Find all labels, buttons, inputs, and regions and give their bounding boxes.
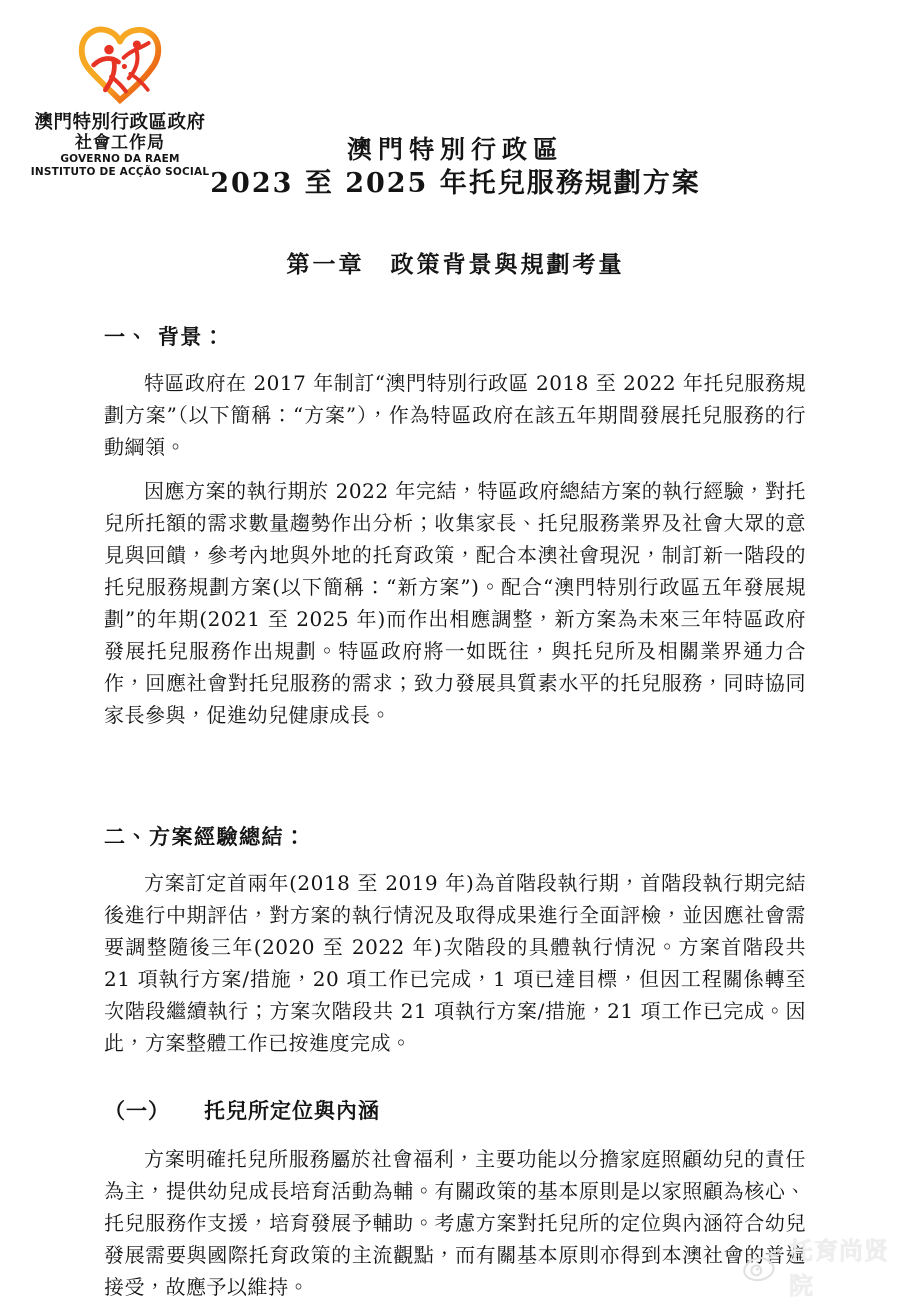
document-title-line1: 澳門特別行政區 [346, 135, 564, 164]
section-2-heading: 二、方案經驗總結： [104, 824, 307, 849]
agency-name-portuguese-line1: GOVERNO DA RAEM [60, 153, 180, 165]
subsection-1-paragraph-1: 方案明確托兒所服務屬於社會福利，主要功能以分擔家庭照顧幼兒的責任為主，提供幼兒成長培育活動為輔。有關政策的基本原則是以家照顧為核心、托兒服務作支援，培育發展予輔助。考慮方案對托兒所的定位與內涵符合幼兒發展需要與國際托育政策的主流觀點，而有關基本原則亦得到本澳社會的普遍接受，故應予以維持。 [104, 1147, 806, 1299]
agency-name-portuguese-line2: INSTITUTO DE ACÇÃO SOCIAL [30, 165, 210, 178]
subsection-1-number: （一） [104, 1098, 170, 1123]
section-2-paragraph-1: 方案訂定首兩年(2018 至 2019 年)為首階段執行期，首階段執行期完結後進行中期評估，對方案的執行情況及取得成果進行全面評檢，並因應社會需要調整隨後三年(2020 至 2022 年)次階段的具體執行情況。方案首階段共 21 項執行方案/措施，20 項工作已完成，1 項已達目標，但因工程關係轉至次階段繼續執行；方案次階段共 21 項執行方案/措施，21 項工作已完成。因此，方案整體工作已按進度完成。 [104, 871, 806, 1055]
section-1-paragraph-2: 因應方案的執行期於 2022 年完結，特區政府總結方案的執行經驗，對托兒所托額的需求數量趨勢作出分析；收集家長、托兒服務業界及社會大眾的意見與回饋，參考內地與外地的托育政策，配合本澳社會現況，制訂新一階段的托兒服務規劃方案(以下簡稱：“新方案”)。配合“澳門特別行政區五年發展規劃”的年期(2021 至 2025 年)而作出相應調整，新方案為未來三年特區政府發展托兒服務作出規劃。特區政府將一如既往，與托兒所及相關業界通力合作，回應社會對托兒服務的需求；致力發展具質素水平的托兒服務，同時協同家長參與，促進幼兒健康成長。 [104, 479, 806, 727]
section-1-heading: 一、 背景： [104, 324, 226, 349]
document-body [104, 323, 806, 1303]
subsection-1-heading [104, 1097, 806, 1125]
document-title [0, 133, 911, 201]
agency-name-chinese-line2: 社會工作局 [75, 133, 165, 153]
subsection-1-title: 托兒所定位與內涵 [204, 1098, 380, 1123]
chapter-heading: 第一章 政策背景與規劃考量 [286, 251, 625, 278]
document-title-line2: 2023 至 2025 年托兒服務規劃方案 [210, 168, 701, 199]
agency-name-chinese-line1: 澳門特別行政區政府 [34, 112, 206, 133]
weibo-icon [742, 1249, 783, 1283]
watermark-text: 托育尚贤院 [789, 1237, 889, 1300]
watermark [742, 1231, 911, 1301]
section-1-paragraph-1: 特區政府在 2017 年制訂“澳門特別行政區 2018 至 2022 年托兒服務規劃方案”（以下簡稱：“方案”），作為特區政府在該五年期間發展托兒服務的行動綱領。 [104, 371, 806, 459]
heart-figures-logo-icon [72, 24, 168, 106]
